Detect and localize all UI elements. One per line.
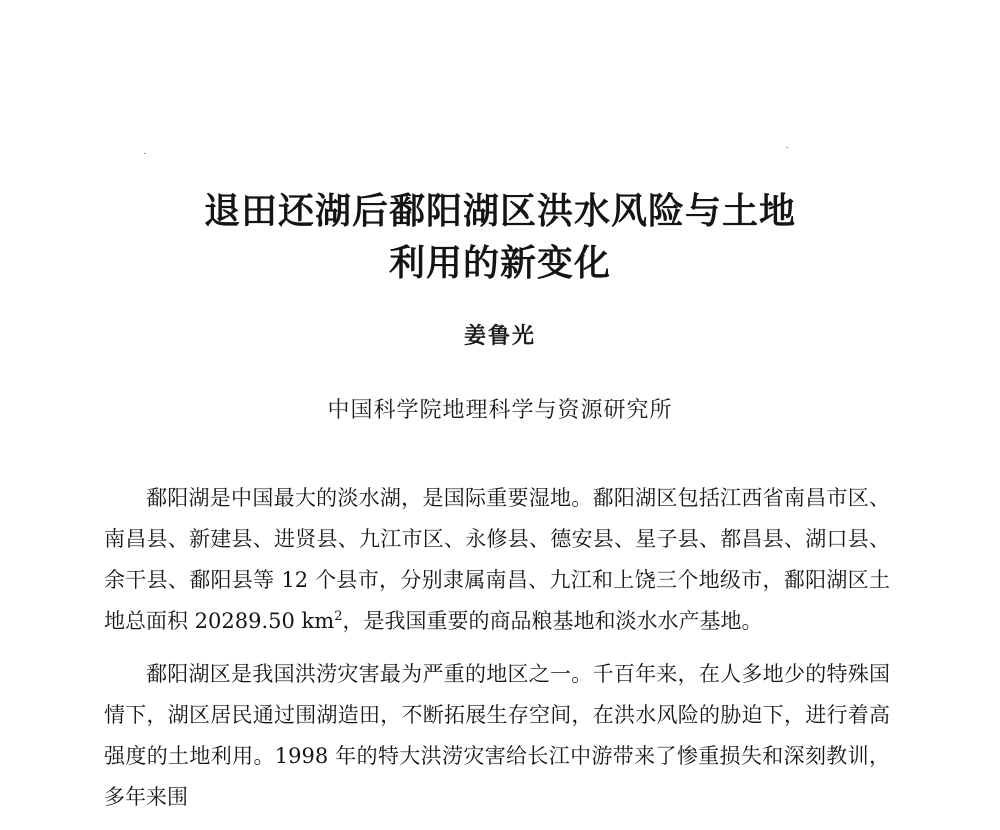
author-name: 姜鲁光: [463, 323, 536, 349]
title-line-2: 利用的新变化: [388, 243, 611, 284]
body-text: [104, 478, 890, 830]
title-line-1: 退田还湖后鄱阳湖区洪水风险与土地: [203, 191, 796, 232]
scan-speck: [786, 147, 788, 148]
paragraph-1-text-end: ，是我国重要的商品粮基地和淡水水产基地。: [342, 609, 763, 633]
scan-speck: [144, 153, 146, 154]
paragraph-2: 鄱阳湖区是我国洪涝灾害最为严重的地区之一。千百年来，在人多地少的特殊国情下，湖区居民通过围湖造田，不断拓展生存空间，在洪水风险的胁迫下，进行着高强度的土地利用。1998 年的特大洪涝灾害给长江中游带来了惨重损失和深刻教训，多年来围: [104, 662, 890, 809]
paragraph-1: [104, 478, 890, 642]
area-unit-superscript: 2: [334, 609, 343, 624]
author-affiliation: 中国科学院地理科学与资源研究所: [327, 398, 673, 423]
paragraph-1-text: 鄱阳湖是中国最大的淡水湖，是国际重要湿地。鄱阳湖区包括江西省南昌市区、南昌县、新建县、进贤县、九江市区、永修县、德安县、星子县、都昌县、湖口县、余干县、鄱阳县等 12 个县市，分别隶属南昌、九江和上饶三个地级市，鄱阳湖区土地总面积 20289.50 km: [104, 486, 890, 633]
paper-title: [0, 186, 1000, 290]
